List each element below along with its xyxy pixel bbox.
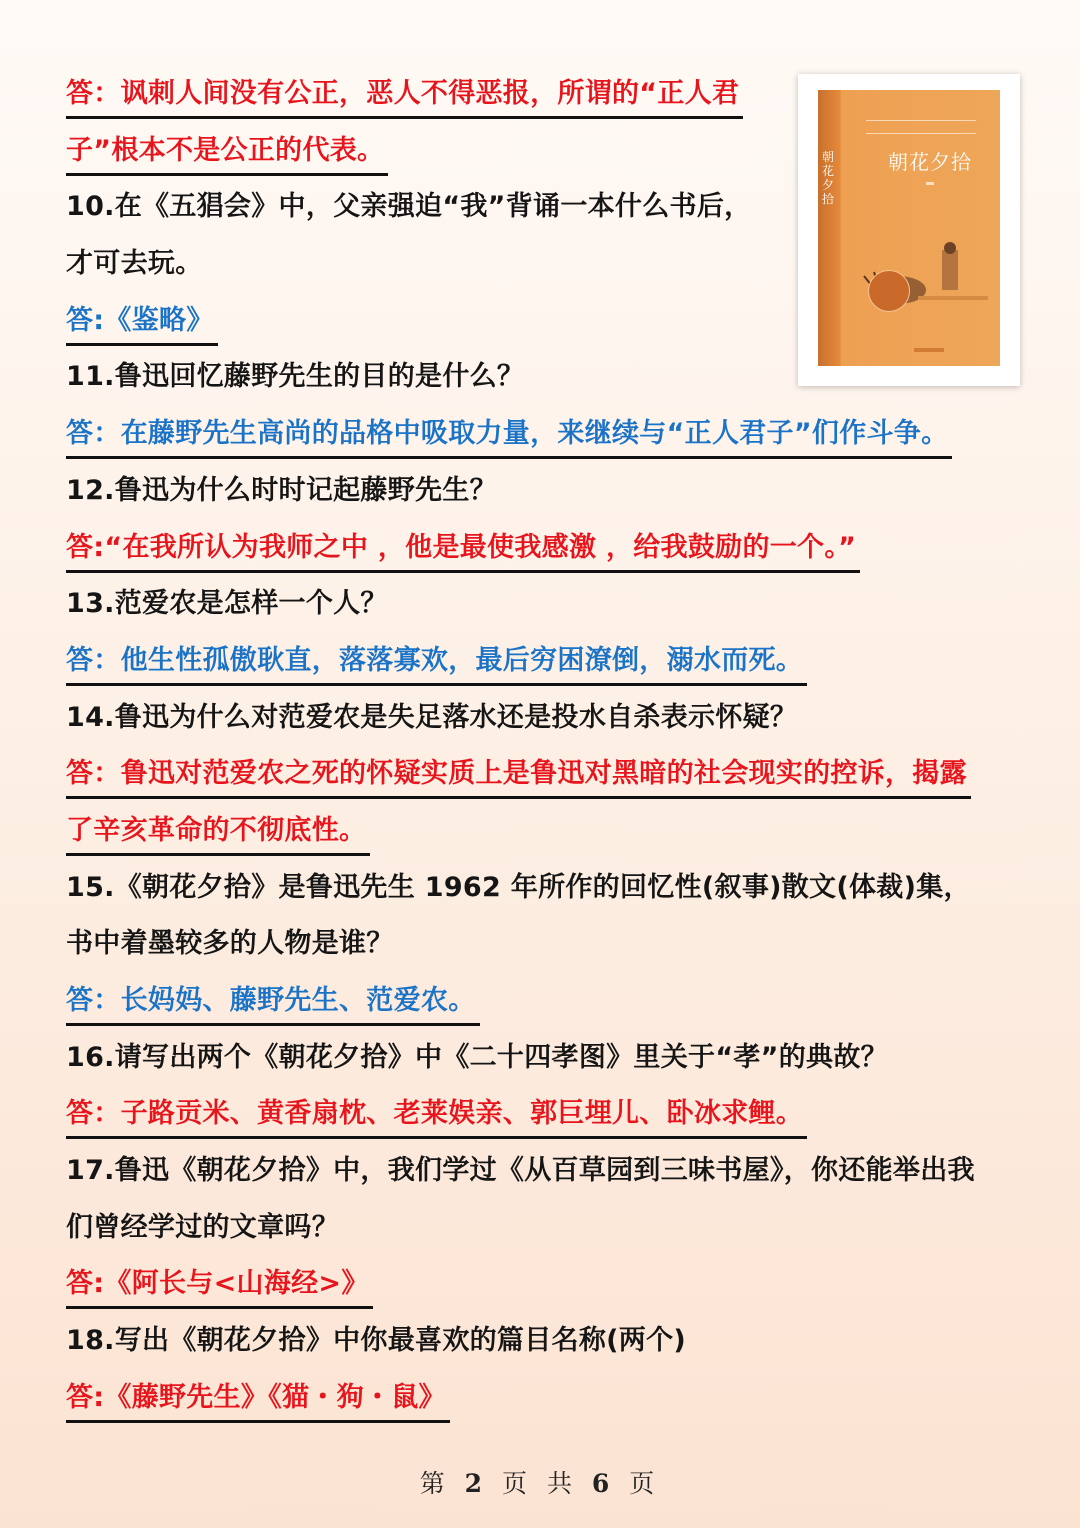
- page-footer: [0, 1464, 1080, 1500]
- answer-text: 答：鲁迅对范爱农之死的怀疑实质上是鲁迅对黑暗的社会现实的控诉，揭露: [66, 752, 971, 799]
- footer-total-pages: 6: [591, 1469, 616, 1498]
- footer-middle: 页 共: [502, 1469, 578, 1498]
- answer-text: 答：长妈妈、藤野先生、范爱农。: [66, 979, 480, 1026]
- question-12: 12.鲁迅为什么时时记起藤野先生？: [66, 474, 497, 506]
- footer-prefix: 第: [419, 1469, 451, 1498]
- book-cover: [818, 90, 1000, 366]
- answer-text: 了辛亥革命的不彻底性。: [66, 809, 370, 856]
- book-author-mark: [926, 182, 934, 185]
- question-17: 17.鲁迅《朝花夕拾》中，我们学过《从百草园到三味书屋》，你还能举出我: [66, 1155, 975, 1187]
- question-10: 10.在《五猖会》中，父亲强迫“我”背诵一本什么书后，: [66, 191, 752, 223]
- answer-14: [66, 746, 1026, 803]
- question-17-cont: 们曾经学过的文章吗？: [66, 1211, 339, 1243]
- answer-14-cont: [66, 803, 1026, 860]
- book-spine-title: 朝花夕拾: [822, 150, 835, 206]
- question-18: 18.写出《朝花夕拾》中你最喜欢的篇目名称(两个): [66, 1325, 687, 1357]
- answer-12: [66, 520, 1026, 577]
- answer-text: 子”根本不是公正的代表。: [66, 129, 388, 176]
- answer-17: [66, 1256, 1026, 1313]
- question-16: 16.请写出两个《朝花夕拾》中《二十四孝图》里关于“孝”的典故？: [66, 1041, 888, 1073]
- book-series-band: [866, 120, 976, 134]
- answer-16: [66, 1086, 1026, 1143]
- answer-18: [66, 1370, 1026, 1427]
- footer-suffix: 页: [629, 1469, 661, 1498]
- answer-text: 答:《藤野先生》《猫・狗・鼠》: [66, 1376, 450, 1423]
- answer-text: 答：在藤野先生高尚的品格中吸取力量，来继续与“正人君子”们作斗争。: [66, 412, 952, 459]
- question-11: 11.鲁迅回忆藤野先生的目的是什么？: [66, 361, 525, 393]
- answer-text: 答:《鉴略》: [66, 299, 218, 346]
- question-15-cont: 书中着墨较多的人物是谁？: [66, 928, 394, 960]
- question-14: 14.鲁迅为什么对范爱农是失足落水还是投水自杀表示怀疑？: [66, 701, 798, 733]
- book-publisher-mark: [914, 348, 944, 352]
- question-13: 13.范爱农是怎样一个人？: [66, 588, 388, 620]
- answer-13: [66, 633, 1026, 690]
- answer-text: 答:《阿长与<山海经>》: [66, 1262, 373, 1309]
- answer-text: 答：讽刺人间没有公正，恶人不得恶报，所谓的“正人君: [66, 72, 743, 119]
- answer-text: 答：子路贡米、黄香扇枕、老莱娱亲、郭巨埋儿、卧冰求鲤。: [66, 1092, 807, 1139]
- footer-page-number: 2: [464, 1469, 489, 1498]
- answer-text: 答：他生性孤傲耿直，落落寡欢，最后穷困潦倒，溺水而死。: [66, 639, 807, 686]
- book-title: 朝花夕拾: [888, 150, 972, 174]
- book-seal: [868, 270, 910, 312]
- book-cover-image: [798, 74, 1020, 386]
- question-15: 15.《朝花夕拾》是鲁迅先生 1962 年所作的回忆性(叙事)散文(体裁)集，: [66, 871, 971, 903]
- answer-text: 答:“在我所认为我师之中 ，他是最使我感激 ，给我鼓励的一个。”: [66, 526, 860, 573]
- question-10-cont: 才可去玩。: [66, 248, 203, 280]
- answer-11: [66, 406, 1026, 463]
- answer-15: [66, 973, 1026, 1030]
